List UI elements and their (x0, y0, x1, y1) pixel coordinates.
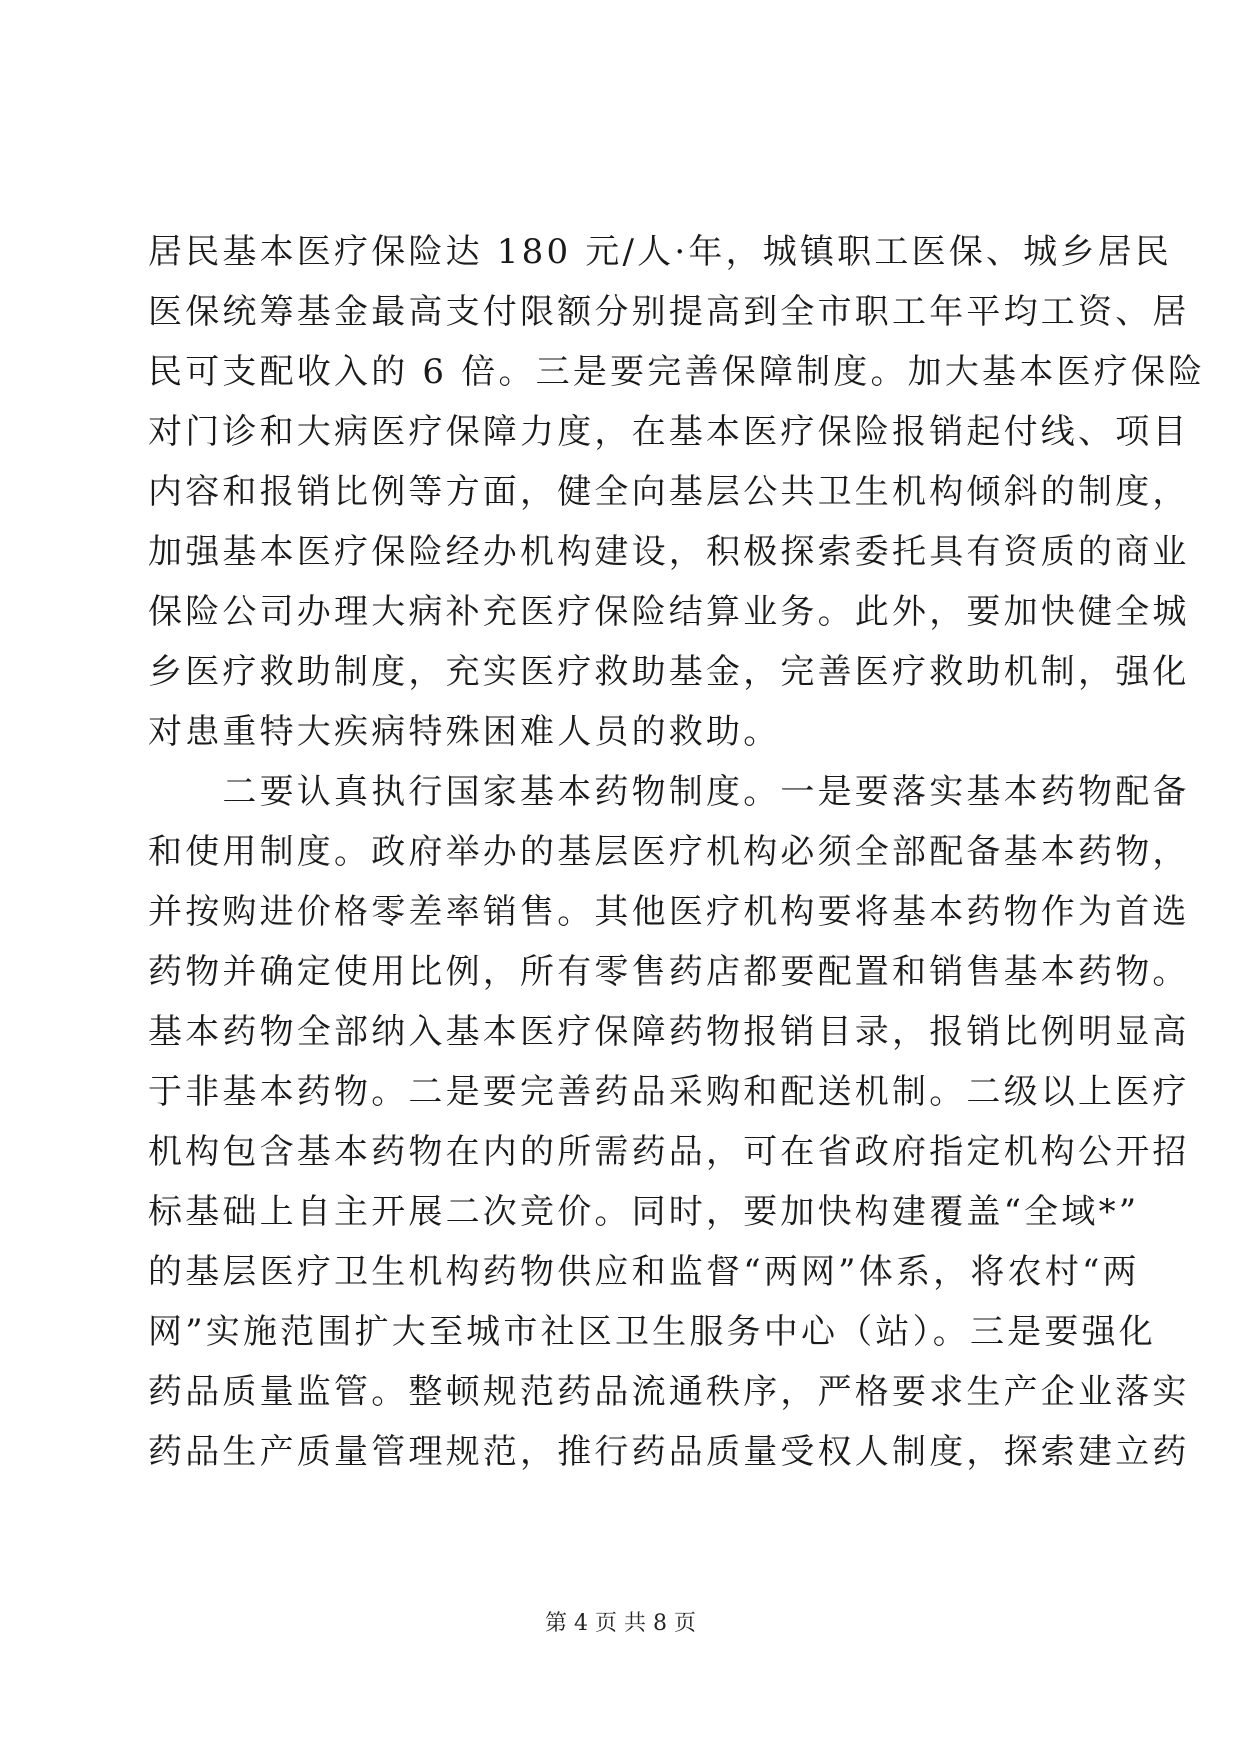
text-line: 乡医疗救助制度，充实医疗救助基金，完善医疗救助机制，强化 (148, 652, 1190, 692)
text-line: 并按购进价格零差率销售。其他医疗机构要将基本药物作为首选 (148, 892, 1190, 932)
text-line: 保险公司办理大病补充医疗保险结算业务。此外，要加快健全城 (148, 592, 1190, 632)
text-line: 医保统筹基金最高支付限额分别提高到全市职工年平均工资、居 (148, 292, 1190, 332)
paragraph-start-line: 二要认真执行国家基本药物制度。一是要落实基本药物配备 (148, 772, 1190, 812)
text-line: 药物并确定使用比例，所有零售药店都要配置和销售基本药物。 (148, 952, 1190, 992)
text-line: 标基础上自主开展二次竞价。同时，要加快构建覆盖“全域*” (148, 1192, 1140, 1232)
text-line: 居民基本医疗保险达 180 元/人·年，城镇职工医保、城乡居民 (148, 232, 1172, 272)
text-line: 于非基本药物。二是要完善药品采购和配送机制。二级以上医疗 (148, 1072, 1190, 1112)
text-line: 机构包含基本药物在内的所需药品，可在省政府指定机构公开招 (148, 1132, 1190, 1172)
text-line: 对患重特大疾病特殊困难人员的救助。 (148, 712, 781, 752)
text-line: 加强基本医疗保险经办机构建设，积极探索委托具有资质的商业 (148, 532, 1190, 572)
text-line: 基本药物全部纳入基本医疗保障药物报销目录，报销比例明显高 (148, 1012, 1190, 1052)
text-line: 内容和报销比例等方面，健全向基层公共卫生机构倾斜的制度， (148, 472, 1190, 512)
text-line: 药品生产质量管理规范，推行药品质量受权人制度，探索建立药 (148, 1432, 1190, 1472)
text-line: 药品质量监管。整顿规范药品流通秩序，严格要求生产企业落实 (148, 1372, 1190, 1412)
text-line: 对门诊和大病医疗保障力度，在基本医疗保险报销起付线、项目 (148, 412, 1190, 452)
page-footer: 第 4 页 共 8 页 (545, 1611, 696, 1636)
text-line: 民可支配收入的 6 倍。三是要完善保障制度。加大基本医疗保险 (148, 352, 1206, 392)
text-line: 的基层医疗卫生机构药物供应和监督“两网”体系，将农村“两 (148, 1252, 1140, 1292)
text-line: 网”实施范围扩大至城市社区卫生服务中心（站）。三是要强化 (148, 1312, 1156, 1352)
text-line: 和使用制度。政府举办的基层医疗机构必须全部配备基本药物， (148, 832, 1190, 872)
